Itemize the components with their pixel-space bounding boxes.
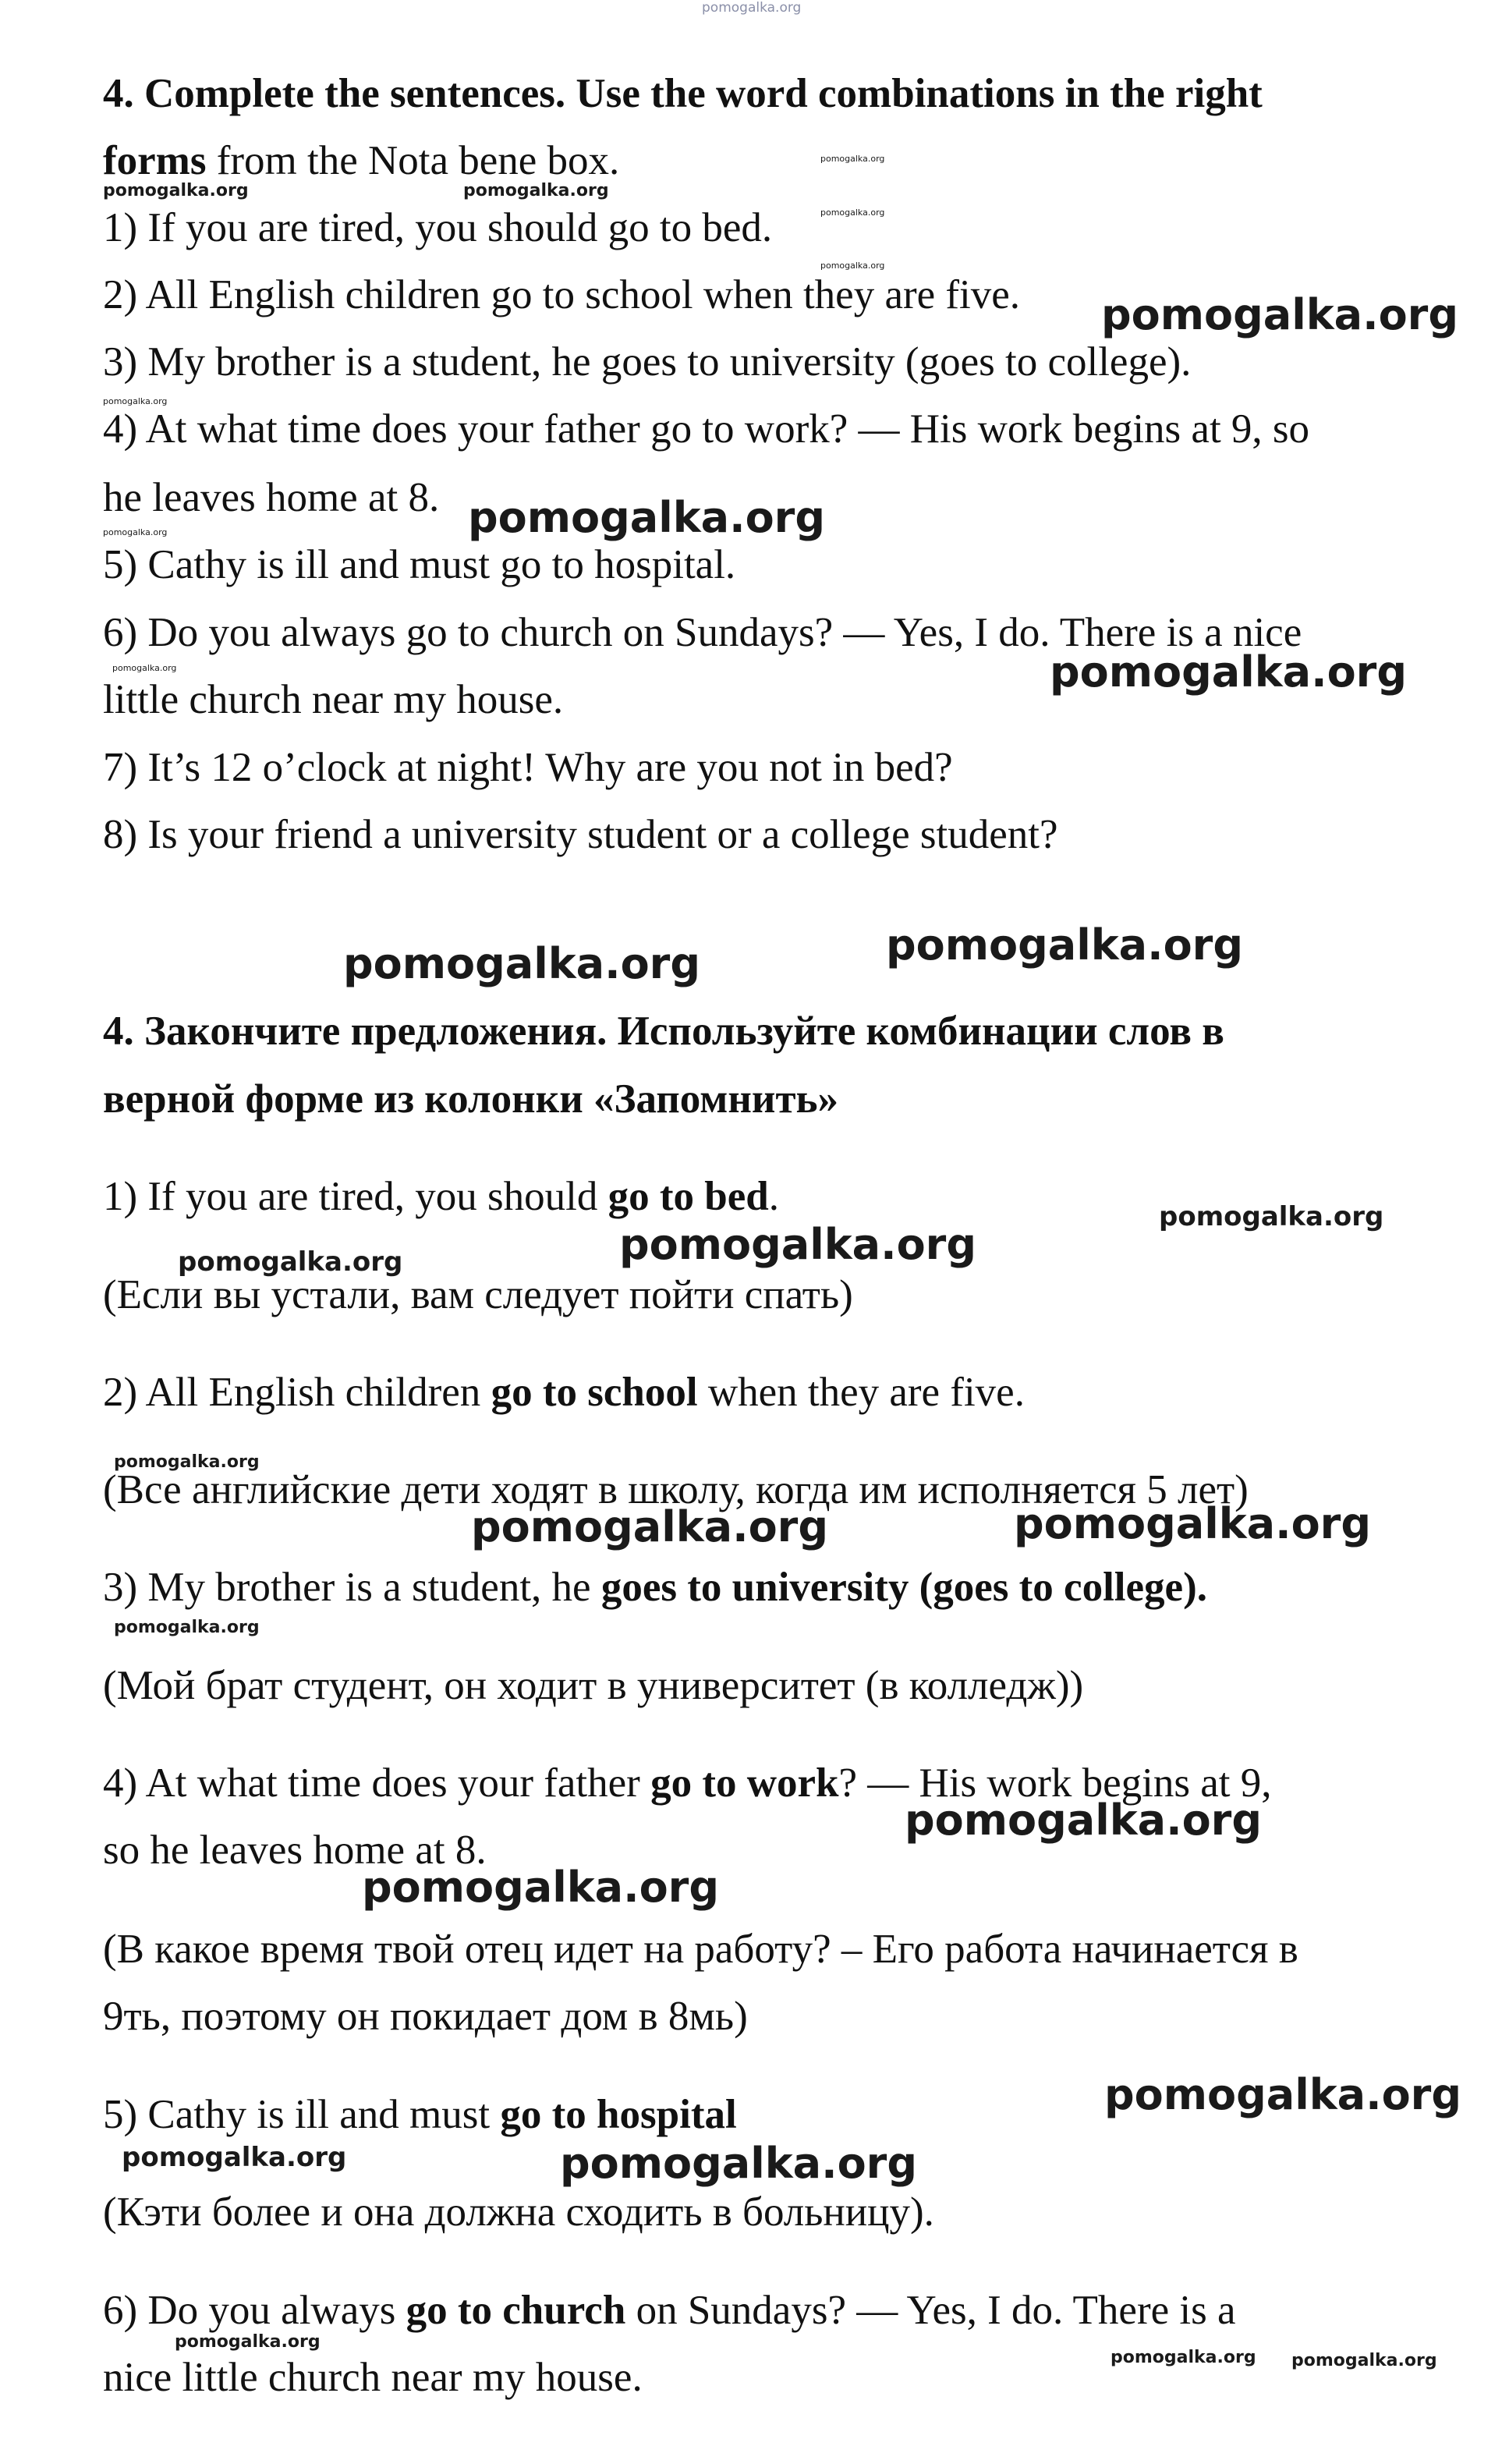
watermark: pomogalka.org — [463, 181, 609, 200]
answer-text: ? — His work begins at 9, — [838, 1760, 1272, 1806]
watermark: pomogalka.org — [103, 527, 168, 537]
watermark: pomogalka.org — [886, 920, 1243, 970]
answer-phrase: go to hospital — [500, 2092, 737, 2137]
task-heading: 4. Complete the sentences. Use the word combinations in the right — [103, 71, 1263, 116]
translation-line-cont: 9ть, поэтому он покидает дом в 8мь) — [103, 1994, 748, 2039]
answer-line-cont: so he leaves home at 8. — [103, 1828, 487, 1873]
watermark: pomogalka.org — [619, 1220, 976, 1269]
translation-line: (Если вы устали, вам следует пойти спать) — [103, 1272, 853, 1317]
list-item: he leaves home at 8. — [103, 475, 440, 520]
answer-phrase: go to school — [491, 1370, 698, 1415]
answer-text: 4) At what time does your father — [103, 1760, 651, 1806]
watermark: pomogalka.org — [1159, 1201, 1384, 1232]
watermark: pomogalka.org — [820, 207, 885, 218]
answer-phrase: go to church — [406, 2288, 626, 2333]
watermark: pomogalka.org — [1101, 290, 1458, 339]
task-heading-ru-line2: верной форме из колонки «Запомнить» — [103, 1076, 839, 1122]
list-item: little church near my house. — [103, 677, 564, 722]
answer-text: 1) If you are tired, you should — [103, 1174, 608, 1219]
watermark: pomogalka.org — [178, 1246, 403, 1278]
watermark: pomogalka.org — [103, 181, 249, 200]
watermark: pomogalka.org — [468, 493, 825, 542]
heading-bold-word: forms — [103, 138, 207, 183]
answer-line — [103, 2287, 1236, 2334]
watermark: pomogalka.org — [820, 154, 885, 164]
task-heading-ru: 4. Закончите предложения. Используйте комбинации слов в — [103, 1009, 1224, 1054]
answer-phrase: go to bed — [608, 1174, 769, 1219]
watermark: pomogalka.org — [905, 1796, 1262, 1845]
watermark: pomogalka.org — [1291, 2351, 1437, 2370]
answer-text: 2) All English children — [103, 1370, 491, 1415]
answer-line — [103, 1173, 779, 1220]
answer-text: when they are five. — [697, 1370, 1025, 1415]
watermark: pomogalka.org — [114, 1452, 260, 1472]
watermark: pomogalka.org — [114, 1618, 260, 1637]
answer-line — [103, 1369, 1025, 1416]
list-item: 8) Is your friend a university student or a college student? — [103, 812, 1058, 857]
list-item: 5) Cathy is ill and must go to hospital. — [103, 542, 736, 587]
answer-phrase: goes to university (goes to college). — [600, 1565, 1207, 1610]
answer-text: . — [768, 1174, 780, 1219]
translation-line: (Кэти более и она должна сходить в больницу). — [103, 2189, 934, 2235]
answer-line-cont: nice little church near my house. — [103, 2355, 643, 2400]
list-item: 6) Do you always go to church on Sundays? — Yes, I do. There is a nice — [103, 610, 1302, 655]
list-item: 4) At what time does your father go to work? — His work begins at 9, so — [103, 406, 1310, 452]
heading-rest: from the Nota bene box. — [206, 138, 620, 183]
answer-text: on Sundays? — Yes, I do. There is a — [625, 2288, 1236, 2333]
list-item: 3) My brother is a student, he goes to university (goes to college). — [103, 339, 1192, 385]
translation-line: (Мой брат студент, он ходит в университет (в колледж)) — [103, 1663, 1084, 1708]
watermark: pomogalka.org — [362, 1863, 719, 1912]
watermark: pomogalka.org — [820, 261, 885, 271]
list-item: 7) It’s 12 o’clock at night! Why are you not in bed? — [103, 745, 953, 790]
translation-line: (В какое время твой отец идет на работу? – Его работа начинается в — [103, 1927, 1298, 1972]
list-item: 2) All English children go to school when they are five. — [103, 272, 1021, 317]
answer-text: 6) Do you always — [103, 2288, 406, 2333]
watermark: pomogalka.org — [1050, 647, 1407, 697]
answer-phrase: go to work — [650, 1760, 839, 1806]
answer-line — [103, 1564, 1207, 1611]
watermark: pomogalka.org — [122, 2142, 347, 2173]
watermark: pomogalka.org — [560, 2139, 917, 2188]
watermark: pomogalka.org — [471, 1502, 828, 1551]
watermark: pomogalka.org — [112, 663, 177, 673]
watermark: pomogalka.org — [175, 2332, 321, 2352]
translation-line: (Все английские дети ходят в школу, когда им исполняется 5 лет) — [103, 1467, 1249, 1512]
watermark: pomogalka.org — [343, 939, 700, 988]
watermark: pomogalka.org — [1111, 2348, 1256, 2367]
list-item: 1) If you are tired, you should go to bed. — [103, 205, 773, 250]
task-heading-line2 — [103, 137, 619, 184]
watermark: pomogalka.org — [702, 0, 802, 16]
answer-text: 3) My brother is a student, he — [103, 1565, 601, 1610]
watermark: pomogalka.org — [103, 396, 168, 406]
answer-line — [103, 2091, 737, 2138]
watermark: pomogalka.org — [1104, 2070, 1461, 2119]
answer-text: 5) Cathy is ill and must — [103, 2092, 501, 2137]
watermark: pomogalka.org — [1014, 1499, 1371, 1548]
